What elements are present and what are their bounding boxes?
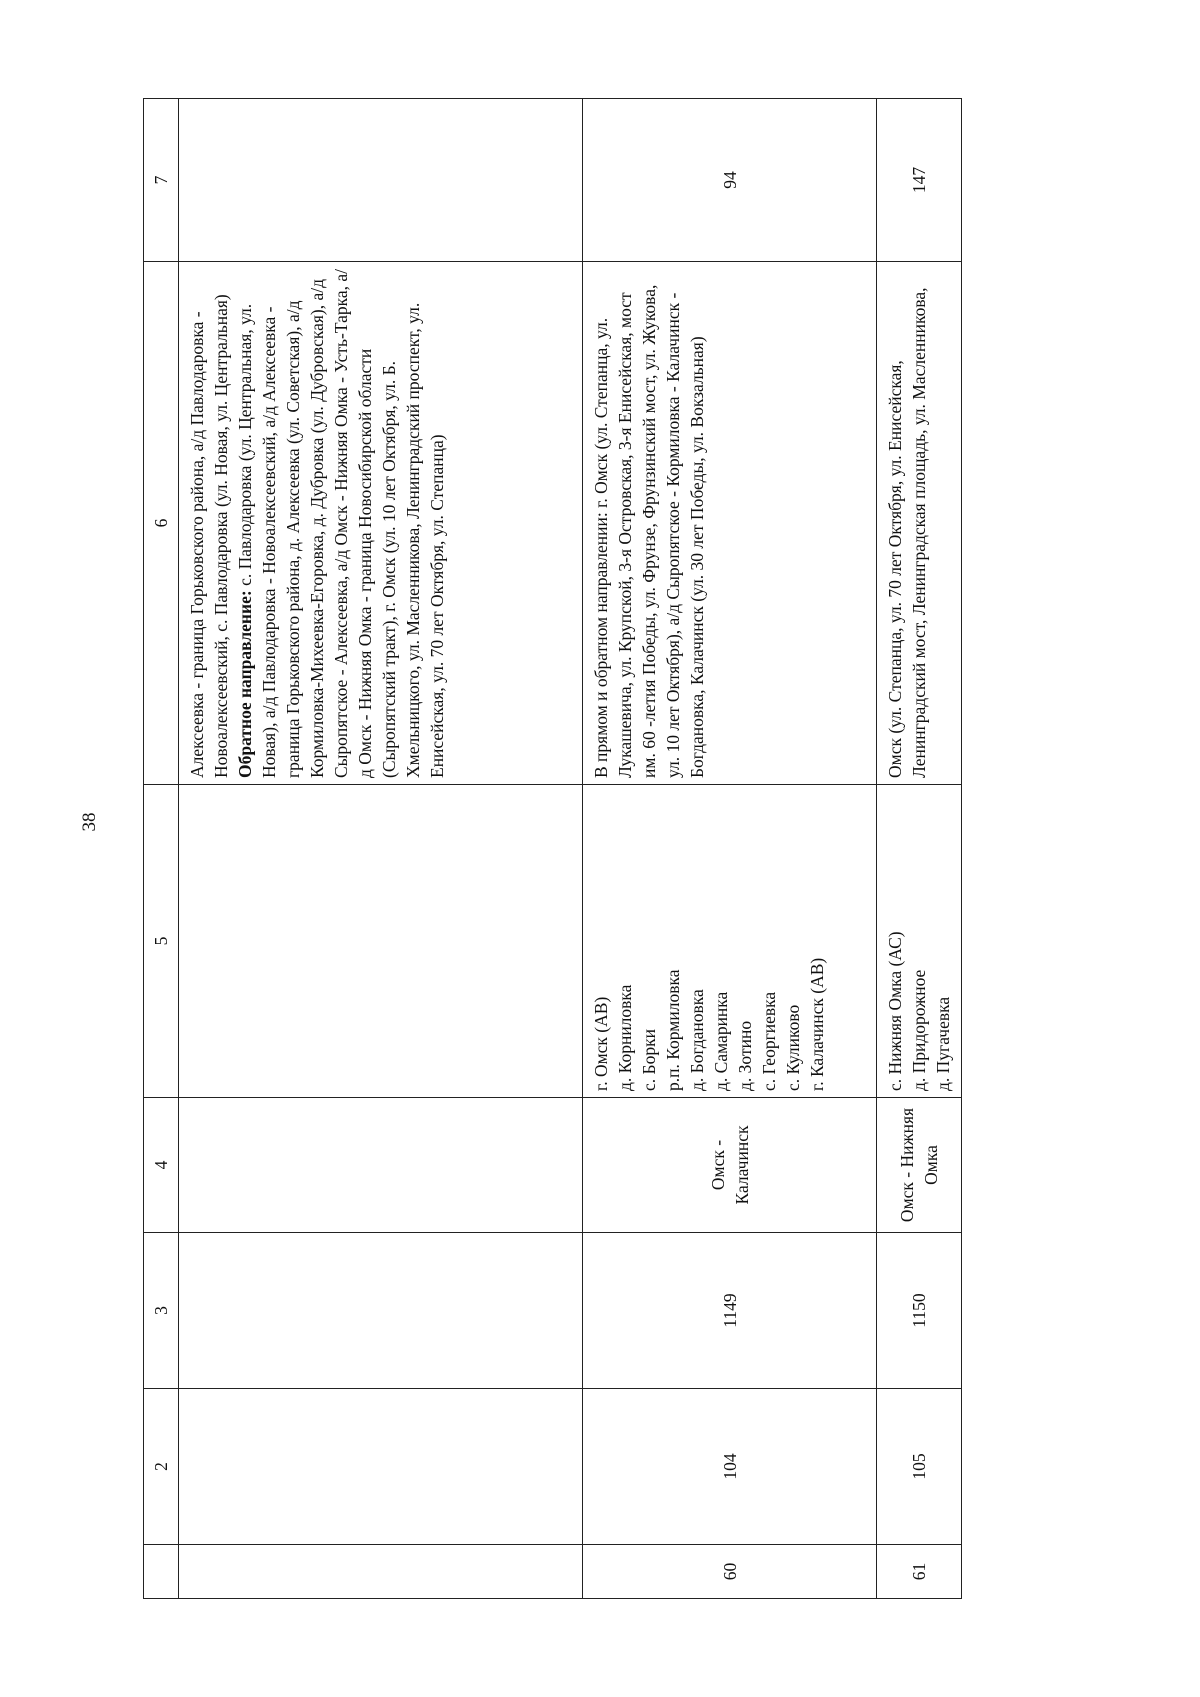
registration-number: 104 [583, 1389, 877, 1545]
header-cell-2: 2 [144, 1389, 179, 1545]
stop-item: г. Калачинск (АВ) [807, 957, 827, 1091]
route-name: Омск - Калачинск [583, 1098, 877, 1233]
table-row [179, 99, 583, 1599]
header-cell-4: 4 [144, 1098, 179, 1233]
route-path [877, 262, 962, 785]
stops-list [179, 785, 583, 1098]
route-path-text: В прямом и обратном направлении: г. Омск (ул. Степанца, ул. Лукашевича, ул. Крупской, 3-я Островская, 3-я Енисейская, мост им. 60 -летия Победы, ул. Фрунзе, Фрунзинский мост, ул. Жукова, ул. 10 лет Октября), а/д Сыропятское - Кормиловка - Калачинск - Богдановка, Калачинск (ул. 30 лет Победы, ул. Вокзальная) [591, 284, 707, 778]
route-path [583, 262, 877, 785]
route-path-reverse-text: с. Павлодаровка (ул. Центральная, ул. Новая), а/д Павлодаровка - Новоалексеевский, а/д Алексеевка - граница Горьковского района, д. Алексеевка (ул. Советская), а/д Кормиловка-Михеевка-Егоровка, д. Дубровка (ул. Дубровская), а/д Сыропятское - Алексеевка, а/д Омск - Нижняя Омка - Усть-Тарка, а/д Омск - Нижняя Омка - граница Новосибирской области (Сыропятский тракт), г. Омск (ул. 10 лет Октября, ул. Б. Хмельницкого, ул. Масленникова, Ленинградский проспект, ул. Енисейская, ул. 70 лет Октября, ул. Степанца) [235, 269, 447, 778]
stop-item: р.п. Кормиловка [663, 969, 683, 1091]
stop-item: с. Георгиевка [759, 991, 779, 1091]
table-row [583, 99, 877, 1599]
stop-item: г. Омск (АВ) [591, 996, 611, 1091]
header-cell-1 [144, 1545, 179, 1599]
header-cell-3: 3 [144, 1233, 179, 1389]
table-header-row [144, 99, 179, 1599]
route-registry-table [143, 98, 962, 1599]
route-path-text: Алексеевка - граница Горьковского района, а/д Павлодаровка - Новоалексеевский, с. Павлодаровка (ул. Новая, ул. Центральная) [187, 294, 231, 778]
page-number: 38 [79, 812, 100, 832]
stop-item: д. Самаринка [711, 991, 731, 1091]
route-path [179, 262, 583, 785]
stop-item: с. Куликово [783, 1004, 803, 1091]
route-number: 1149 [583, 1233, 877, 1389]
stop-item: д. Придорожное [909, 969, 929, 1091]
stop-item: д. Пугачевка [933, 996, 953, 1091]
route-path-text: Омск (ул. Степанца, ул. 70 лет Октября, ул. Енисейская, Ленинградский мост, Ленинградская площадь, ул. Масленникова, [885, 287, 929, 778]
stop-item: д. Корниловка [615, 984, 635, 1091]
header-cell-6: 6 [144, 262, 179, 785]
registration-number: 105 [877, 1389, 962, 1545]
row-number: 60 [583, 1545, 877, 1599]
route-name [179, 1098, 583, 1233]
row-number [179, 1545, 583, 1599]
stop-item: д. Зотино [735, 1020, 755, 1091]
route-name: Омск - Нижняя Омка [877, 1098, 962, 1233]
route-length: 94 [583, 99, 877, 262]
route-number: 1150 [877, 1233, 962, 1389]
header-cell-5: 5 [144, 785, 179, 1098]
stops-list [877, 785, 962, 1098]
stop-item: с. Борки [639, 1029, 659, 1091]
reverse-direction-label: Обратное направление: [235, 590, 255, 778]
route-length [179, 99, 583, 262]
stop-item: с. Нижняя Омка (АС) [885, 931, 905, 1091]
stops-list [583, 785, 877, 1098]
registration-number [179, 1389, 583, 1545]
route-length: 147 [877, 99, 962, 262]
stop-item: д. Богдановка [687, 989, 707, 1091]
header-cell-7: 7 [144, 99, 179, 262]
route-registry-table-wrapper [143, 99, 1068, 1599]
row-number: 61 [877, 1545, 962, 1599]
route-number [179, 1233, 583, 1389]
table-row [877, 99, 962, 1599]
